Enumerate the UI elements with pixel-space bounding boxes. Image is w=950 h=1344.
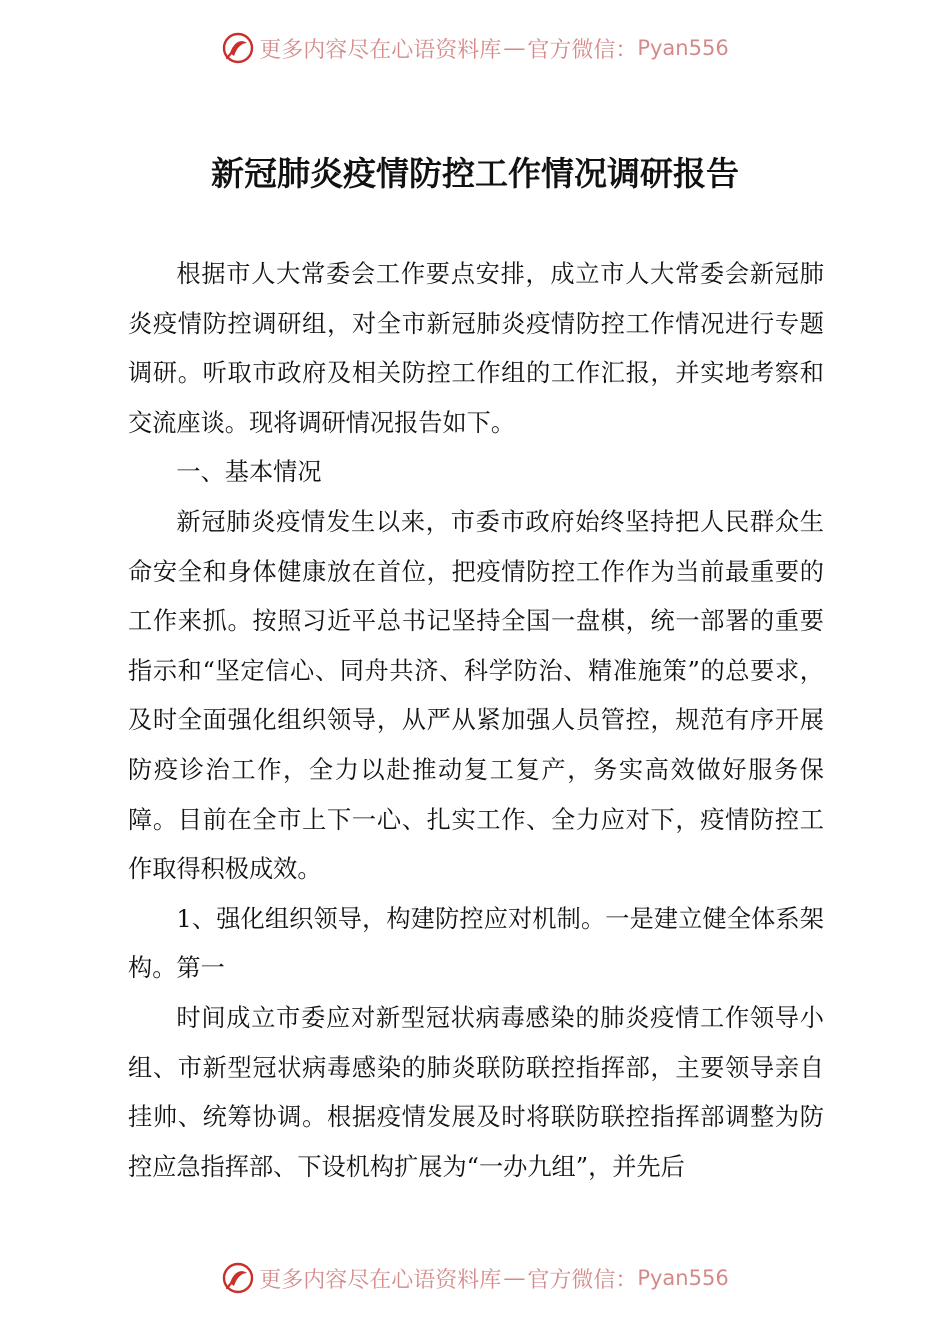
watermark-brand-text: 更多内容尽在心语资料库 xyxy=(259,37,502,63)
document-body xyxy=(128,250,824,1192)
paragraph-item-1-continued: 时间成立市委应对新型冠状病毒感染的肺炎疫情工作领导小组、市新型冠状病毒感染的肺炎联防联控指挥部，主要领导亲自挂帅、统筹协调。根据疫情发展及时将联防联控指挥部调整为防控应急指挥部、下设机构扩展为“一办九组”，并先后 xyxy=(128,1003,824,1181)
watermark-separator: — xyxy=(503,35,526,61)
watermark-brand-text: 更多内容尽在心语资料库 xyxy=(259,1267,502,1293)
watermark-wechat-id: Pyan556 xyxy=(637,36,729,60)
brand-logo-icon xyxy=(221,1261,255,1295)
document-title: 新冠肺炎疫情防控工作情况调研报告 xyxy=(211,154,739,193)
paragraph-intro: 根据市人大常委会工作要点安排，成立市人大常委会新冠肺炎疫情防控调研组，对全市新冠肺炎疫情防控工作情况进行专题调研。听取市政府及相关防控工作组的工作汇报，并实地考察和交流座谈。现将调研情况报告如下。 xyxy=(128,260,824,437)
header-watermark xyxy=(0,28,950,68)
watermark-separator: — xyxy=(503,1265,526,1291)
watermark-wechat-id: Pyan556 xyxy=(637,1266,729,1290)
section-heading-basic-situation: 一、基本情况 xyxy=(176,458,322,487)
watermark-label: 官方微信： xyxy=(527,37,638,63)
watermark-label: 官方微信： xyxy=(527,1267,638,1293)
paragraph-basic-situation: 新冠肺炎疫情发生以来，市委市政府始终坚持把人民群众生命安全和身体健康放在首位，把疫情防控工作作为当前最重要的工作来抓。按照习近平总书记坚持全国一盘棋，统一部署的重要指示和“坚定信心、同舟共济、科学防治、精准施策”的总要求，及时全面强化组织领导，从严从紧加强人员管控，规范有序开展防疫诊治工作，全力以赴推动复工复产，务实高效做好服务保障。目前在全市上下一心、扎实工作、全力应对下，疫情防控工作取得积极成效。 xyxy=(128,507,824,884)
brand-logo-icon xyxy=(221,31,255,65)
paragraph-item-1: 1、强化组织领导，构建防控应对机制。一是建立健全体系架构。第一 xyxy=(128,904,824,983)
footer-watermark xyxy=(0,1258,950,1298)
